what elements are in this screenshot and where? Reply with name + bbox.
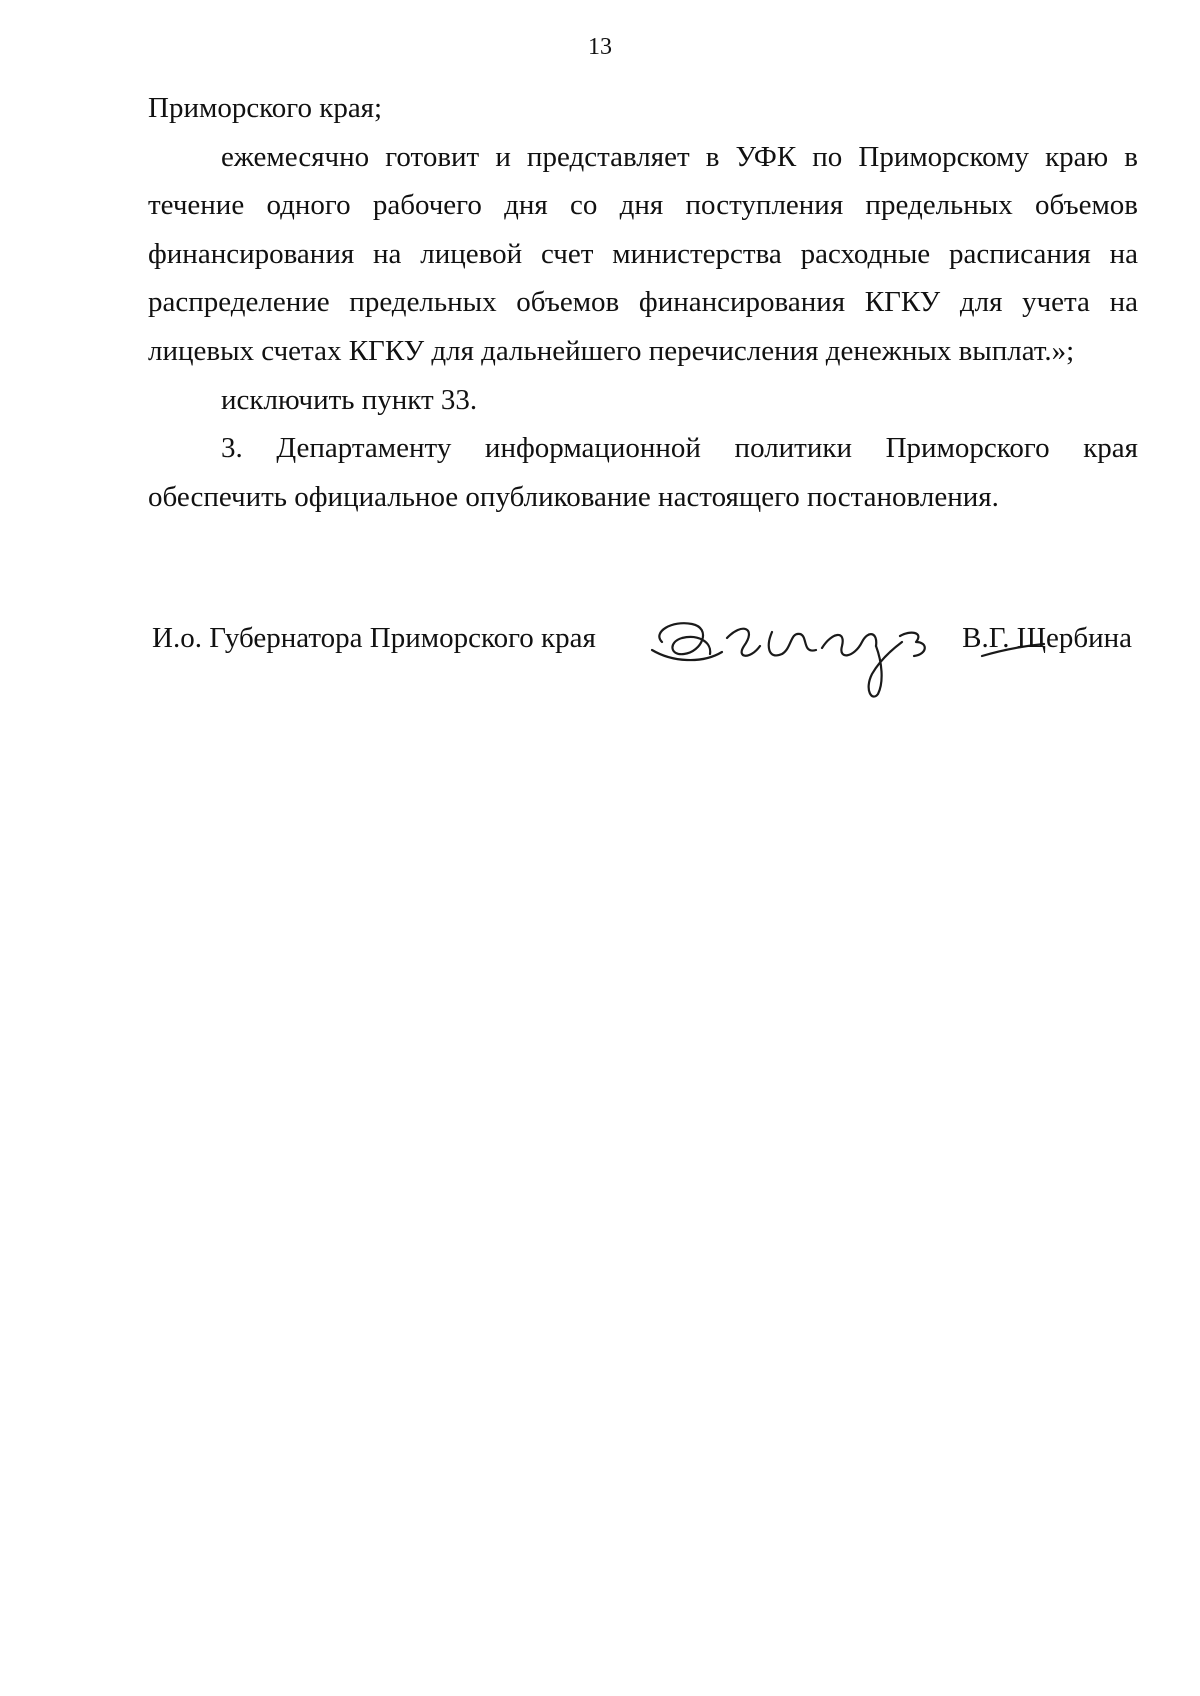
paragraph-publication: обеспечить официальное опубликование настоящего постановления. — [148, 480, 999, 513]
signer-title: И.о. Губернатора Приморского края — [152, 622, 596, 654]
paragraph-exclude-item: исключить пункт 33. — [221, 383, 478, 416]
paragraph-monthly-schedules: ежемесячно готовит и представляет в УФК по Приморскому краю в течение одного рабочего дня со дня поступления предельных объемов финансирования на лицевой счет министерства расходные расписания на распределение предельных объемов финансирования КГКУ для учета на лицевых счетах КГКУ для дальнейшего перечисления денежных выплат.»; — [148, 140, 1138, 367]
document-body — [148, 84, 1138, 521]
signature-block — [152, 612, 1132, 702]
page-number: 13 — [588, 34, 612, 60]
signer-name: В.Г. Щербина — [962, 622, 1132, 654]
paragraph-department-line: 3. Департаменту информационной политики Приморского края — [221, 432, 1138, 465]
paragraph-continuation: Приморского края; — [148, 92, 383, 124]
